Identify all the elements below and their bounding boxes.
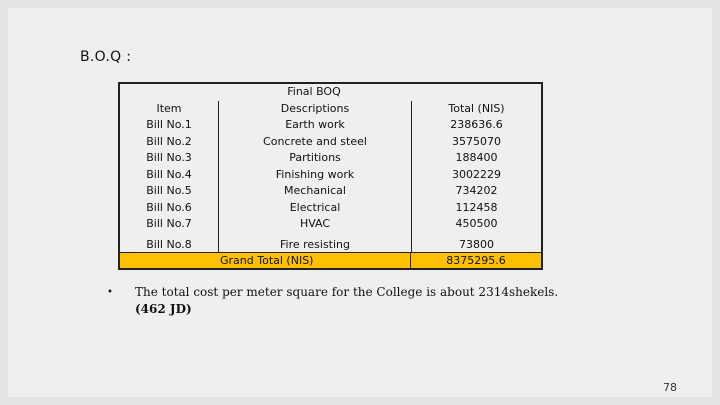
table-row	[120, 150, 541, 167]
cell-description: Concrete and steel	[218, 134, 412, 151]
table-row	[120, 200, 541, 217]
header-descriptions: Descriptions	[218, 101, 412, 118]
table-row	[120, 183, 541, 200]
cell-description: HVAC	[218, 216, 412, 233]
note-paren: (462 JD)	[135, 302, 192, 316]
cell-item: Bill No.8	[146, 237, 192, 251]
cell-item: Bill No.5	[146, 184, 192, 197]
table-title-row	[120, 84, 541, 101]
cell-total: 3002229	[452, 167, 501, 181]
page-number: 78	[663, 381, 677, 394]
table-title: Final BOQ	[287, 85, 341, 98]
cell-description: Partitions	[218, 150, 412, 167]
cell-item: Bill No.7	[146, 217, 192, 230]
boq-table	[118, 82, 543, 270]
cell-total: 238636.6	[450, 118, 503, 131]
grand-total-label: Grand Total (NIS)	[220, 253, 314, 267]
table-row	[120, 216, 541, 233]
cell-total: 188400	[455, 151, 498, 164]
header-item: Item	[156, 101, 182, 115]
table-row	[120, 167, 541, 184]
cell-item: Bill No.6	[146, 200, 192, 214]
cell-total: 450500	[455, 217, 498, 230]
cell-total: 73800	[459, 237, 494, 251]
table-header-row	[120, 101, 541, 118]
table-row	[120, 233, 541, 252]
cell-description: Fire resisting	[218, 233, 412, 252]
cell-description: Finishing work	[218, 167, 412, 184]
cell-description: Electrical	[218, 200, 412, 217]
cell-item: Bill No.4	[146, 167, 192, 181]
cell-total: 3575070	[452, 134, 501, 148]
cell-item: Bill No.2	[146, 134, 192, 148]
grand-total-value: 8375295.6	[410, 253, 541, 268]
table-row	[120, 117, 541, 134]
note	[107, 284, 587, 318]
cell-description: Earth work	[218, 117, 412, 134]
grand-total-row	[120, 252, 541, 268]
cell-item: Bill No.3	[146, 151, 192, 164]
cell-total: 734202	[455, 184, 498, 197]
slide-title: B.O.Q :	[80, 49, 132, 65]
note-text: The total cost per meter square for the College is about 2314shekels.	[135, 285, 559, 299]
cell-total: 112458	[455, 200, 498, 214]
bullet-icon: •	[107, 287, 113, 298]
cell-description: Mechanical	[218, 183, 412, 200]
table-row	[120, 134, 541, 151]
header-total: Total (NIS)	[448, 101, 505, 115]
cell-item: Bill No.1	[146, 118, 192, 131]
